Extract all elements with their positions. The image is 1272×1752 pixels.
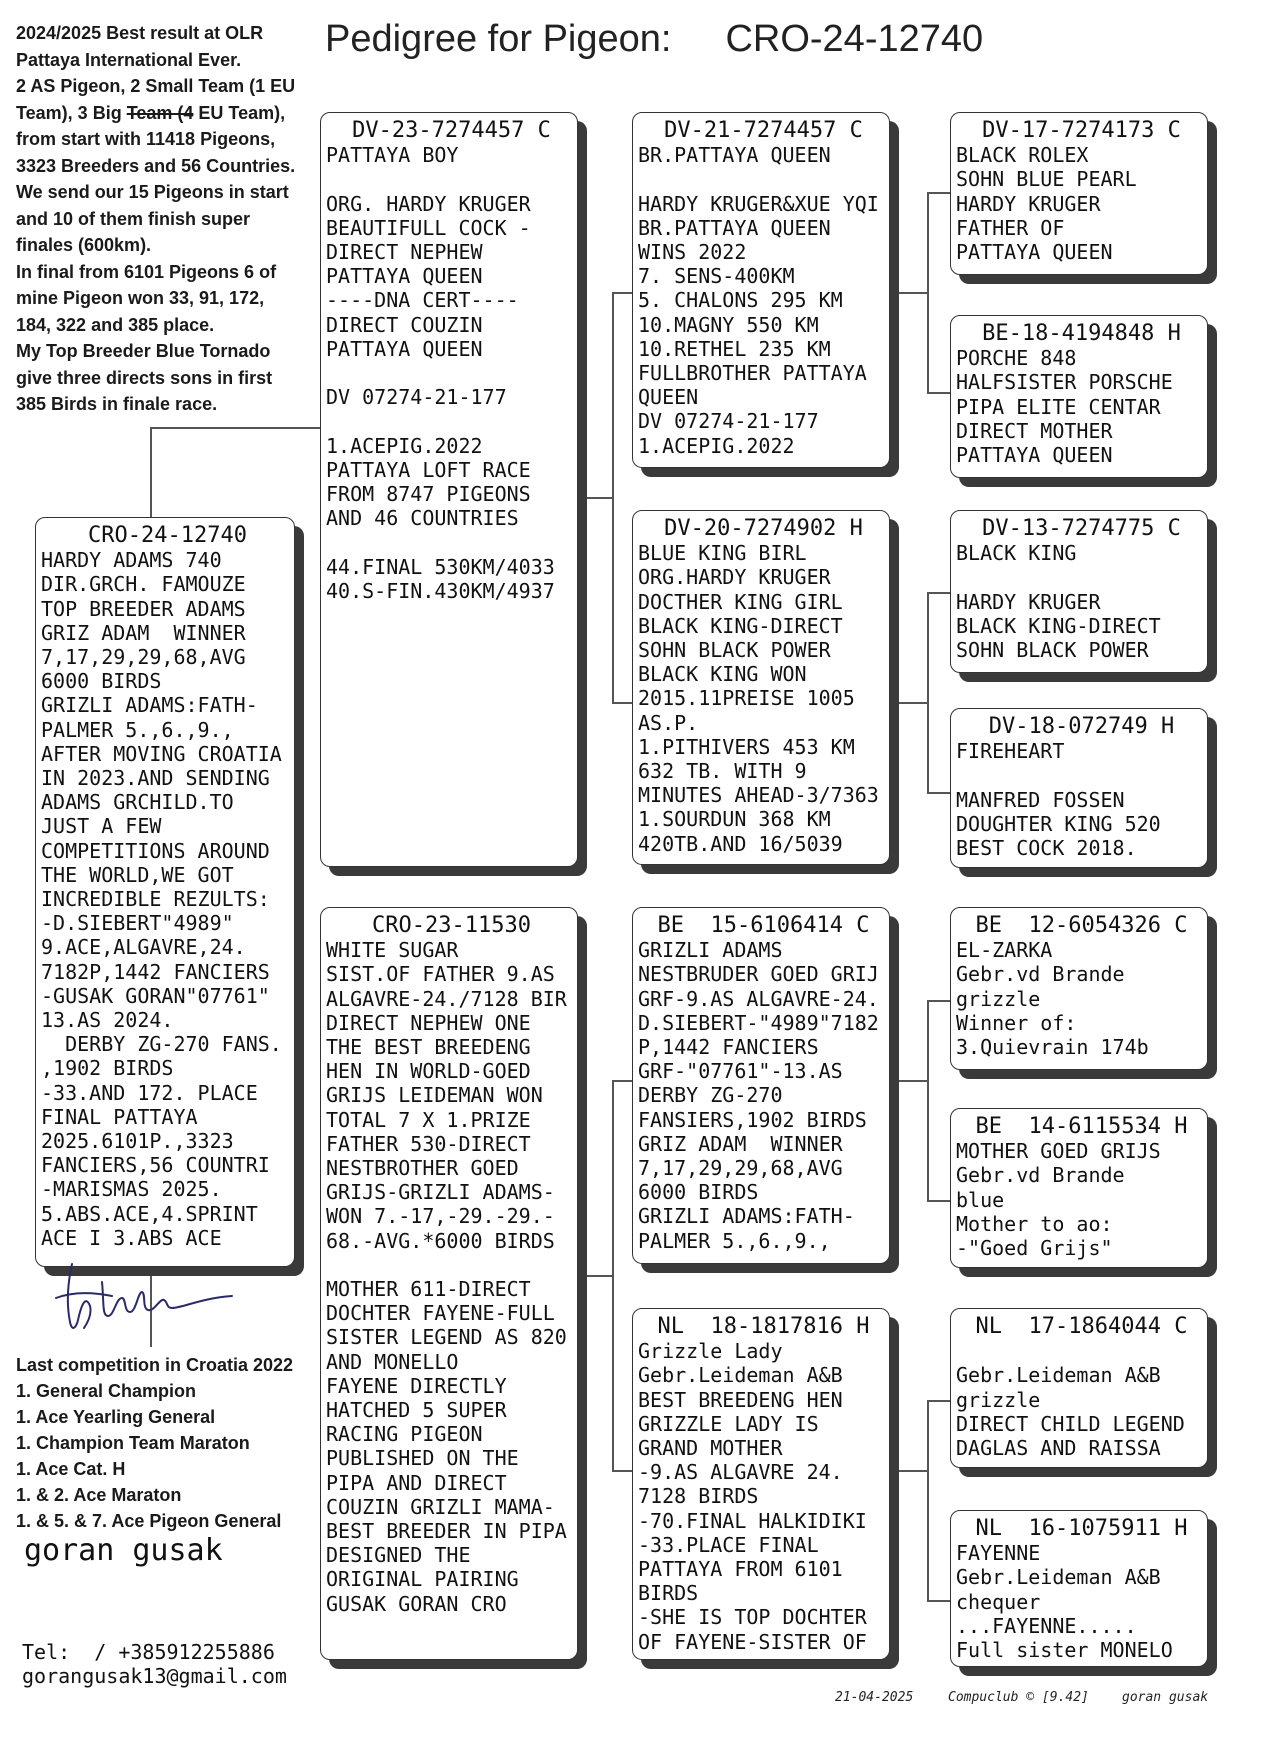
pigeon-info-line: SISTER LEGEND AS 820	[326, 1325, 567, 1350]
pigeon-info-line: QUEEN	[638, 385, 699, 410]
pigeon-info-line: FAYENNE	[956, 1541, 1041, 1566]
competition-line: 1. General Champion	[16, 1381, 197, 1401]
intro-line: In final from 6101 Pigeons 6 of	[16, 261, 277, 282]
pigeon-info-line: NESTBRUDER GOED GRIJ	[638, 962, 879, 987]
pigeon-info-line: -33.PLACE FINAL	[638, 1532, 819, 1557]
pigeon-info-line: THE WORLD,WE GOT	[41, 862, 234, 887]
competition-line: 1. & 5. & 7. Ace Pigeon General	[16, 1511, 282, 1531]
pigeon-info-line: BR.PATTAYA QUEEN	[638, 215, 831, 240]
pigeon-info-line: NESTBROTHER GOED	[326, 1156, 519, 1181]
pigeon-info-line: PUBLISHED ON THE	[326, 1446, 519, 1471]
pigeon-info-line: HARDY KRUGER	[956, 589, 1101, 614]
pigeon-info-line: PATTAYA FROM 6101	[638, 1557, 843, 1582]
connector	[927, 1000, 950, 1002]
pedigree-box-sire-dam-sire	[950, 510, 1208, 673]
pigeon-info-line: RACING PIGEON	[326, 1422, 483, 1447]
connector	[612, 292, 614, 702]
pigeon-info-line: GUSAK GORAN CRO	[326, 1591, 507, 1616]
pigeon-info-line: WHITE SUGAR	[326, 938, 459, 963]
pigeon-info-line: GRF-9.AS ALGAVRE-24.	[638, 986, 879, 1011]
footer-software: Compuclub © [9.42]	[948, 1690, 1089, 1705]
pigeon-info-line: Gebr.vd Brande	[956, 1163, 1125, 1188]
pigeon-info-line: ALGAVRE-24./7128 BIR	[326, 986, 567, 1011]
intro-line: 385 Birds in finale race.	[16, 394, 218, 414]
connector	[612, 1080, 632, 1082]
pigeon-info-line: DIR.GRCH. FAMOUZE	[41, 572, 246, 597]
pigeon-info-line: Gebr.Leideman A&B	[638, 1363, 843, 1388]
pedigree-box-sire-sire-sire	[950, 112, 1208, 275]
pedigree-box-dam	[320, 907, 578, 1660]
pigeon-info-line: MINUTES AHEAD-3/7363	[638, 783, 879, 808]
pigeon-info-line: ,1902 BIRDS	[41, 1056, 174, 1081]
pigeon-info-line: 9.ACE,ALGAVRE,24.	[41, 935, 246, 960]
pigeon-info-line: ...FAYENNE.....	[956, 1613, 1137, 1638]
pigeon-info-line: DIRECT COUZIN	[326, 312, 483, 337]
pedigree-box-dam-dam-dam	[950, 1510, 1208, 1667]
pigeon-info-line: HALFSISTER PORSCHE	[956, 370, 1173, 395]
pigeon-info-line: GRF-"07761"-13.AS	[638, 1059, 843, 1084]
pigeon-info-line: 10.MAGNY 550 KM	[638, 312, 819, 337]
pigeon-info-line: Gebr.Leideman A&B	[956, 1363, 1161, 1388]
pigeon-info-line: GRIZLI ADAMS:FATH-	[638, 1204, 855, 1229]
pigeon-info-line: TOP BREEDER ADAMS	[41, 596, 246, 621]
pigeon-info-line: 10.RETHEL 235 KM	[638, 336, 831, 361]
pigeon-info-line: MOTHER GOED GRIJS	[956, 1139, 1161, 1164]
pigeon-info-line: chequer	[956, 1589, 1041, 1614]
connector	[580, 1275, 612, 1277]
pigeon-info-line: THE BEST BREEDENG	[326, 1035, 531, 1060]
intro-line: from start with 11418 Pigeons,	[16, 129, 276, 149]
pigeon-info-line: GRIJS LEIDEMAN WON	[326, 1083, 543, 1108]
ring-number: DV-17-7274173 C	[982, 118, 1181, 143]
pigeon-info-line: -D.SIEBERT"4989"	[41, 911, 234, 936]
pigeon-info-line: FINAL PATTAYA	[41, 1104, 198, 1129]
pigeon-info-line: 7182P,1442 FANCIERS	[41, 959, 270, 984]
pigeon-info-line: BLACK KING WON	[638, 662, 807, 687]
connector	[927, 1200, 950, 1202]
pigeon-info-line: -9.AS ALGAVRE 24.	[638, 1460, 843, 1485]
pigeon-info-line: PIPA AND DIRECT	[326, 1470, 507, 1495]
pigeon-info-line: BLUE KING BIRL	[638, 541, 807, 566]
ring-number: DV-13-7274775 C	[982, 516, 1181, 541]
pedigree-box-sire-dam-dam	[950, 708, 1208, 868]
connector	[927, 392, 950, 394]
page-title	[325, 18, 983, 61]
connector	[612, 1080, 614, 1470]
pigeon-info-line: DV 07274-21-177	[326, 385, 507, 410]
pigeon-info-line: FULLBROTHER PATTAYA	[638, 361, 867, 386]
competition-line: 1. & 2. Ace Maraton	[16, 1485, 182, 1505]
intro-line: We send our 15 Pigeons in start	[16, 182, 289, 202]
intro-line: Team), 3 Big Team (4 EU Team),	[16, 102, 286, 123]
pigeon-info-line: 44.FINAL 530KM/4033	[326, 554, 555, 579]
pigeon-info-line: PATTAYA QUEEN	[326, 264, 483, 289]
pigeon-info-line: 13.AS 2024.	[41, 1008, 174, 1033]
connector	[927, 1000, 929, 1200]
pigeon-info-line: -SHE IS TOP DOCHTER	[638, 1605, 867, 1630]
pigeon-info-line	[326, 409, 577, 433]
connector	[580, 497, 612, 499]
intro-line: 184, 322 and 385 place.	[16, 314, 215, 335]
intro-line: mine Pigeon won 33, 91, 172,	[16, 288, 265, 308]
pigeon-info-line: 1.PITHIVERS 453 KM	[638, 734, 855, 759]
pigeon-info-line: Gebr.vd Brande	[956, 962, 1125, 987]
pigeon-info-line: DIRECT NEPHEW	[326, 240, 483, 265]
pigeon-info-line	[638, 167, 889, 191]
pedigree-box-sire-sire	[632, 112, 890, 468]
pigeon-info-line: 1.ACEPIG.2022	[326, 433, 483, 458]
pigeon-info-line: blue	[956, 1187, 1005, 1212]
pigeon-info-line: DERBY ZG-270 FANS.	[41, 1032, 282, 1057]
pigeon-info-line: DIRECT NEPHEW ONE	[326, 1010, 531, 1035]
intro-line: Pattaya International Ever.	[16, 49, 242, 70]
ring-number: BE 12-6054326 C	[975, 913, 1188, 938]
footer-name: goran gusak	[1122, 1690, 1209, 1705]
pigeon-info-line: SOHN BLUE PEARL	[956, 167, 1137, 192]
pigeon-info-line: PATTAYA QUEEN	[326, 336, 483, 361]
pigeon-info-line: COMPETITIONS AROUND	[41, 838, 270, 863]
pigeon-info-line: BEST BREEDER IN PIPA	[326, 1519, 567, 1544]
pigeon-info-line: DAGLAS AND RAISSA	[956, 1436, 1161, 1461]
connector	[927, 192, 950, 194]
pigeon-info-line: Gebr.Leideman A&B	[956, 1565, 1161, 1590]
pigeon-info-line: PATTAYA LOFT RACE	[326, 457, 531, 482]
pigeon-info-line: PALMER 5.,6.,9.,	[41, 717, 234, 742]
pigeon-info-line	[326, 1253, 577, 1277]
pigeon-info-line: D.SIEBERT-"4989"7182	[638, 1010, 879, 1035]
intro-text	[16, 20, 306, 418]
connector	[927, 592, 950, 594]
pigeon-info-line: -MARISMAS 2025.	[41, 1177, 222, 1202]
intro-line: 2024/2025 Best result at OLR	[16, 23, 264, 43]
pigeon-info-line: -70.FINAL HALKIDIKI	[638, 1508, 867, 1533]
pigeon-info-line: PATTAYA QUEEN	[956, 443, 1113, 468]
intro-line: and 10 of them finish super	[16, 208, 251, 229]
connector	[612, 1470, 632, 1472]
pedigree-box-dam-dam	[632, 1308, 890, 1660]
pigeon-info-line: AND 46 COUNTRIES	[326, 506, 519, 531]
competition-line: 1. Ace Yearling General	[16, 1407, 216, 1427]
pigeon-info-line: 40.S-FIN.430KM/4937	[326, 578, 555, 603]
competition-results	[16, 1352, 306, 1534]
pigeon-info-line: DOUGHTER KING 520	[956, 811, 1161, 836]
pigeon-info-line: DIRECT CHILD LEGEND	[956, 1411, 1185, 1436]
ring-number: NL 17-1864044 C	[975, 1314, 1188, 1339]
pigeon-info-line: GRIZLI ADAMS:FATH-	[41, 693, 258, 718]
pigeon-info-line: 7. SENS-400KM	[638, 264, 795, 289]
intro-line: My Top Breeder Blue Tornado	[16, 341, 271, 361]
ring-number: BE 14-6115534 H	[975, 1114, 1188, 1139]
pigeon-info-line: 2025.6101P.,3323	[41, 1129, 234, 1154]
pedigree-box-dam-sire	[632, 907, 890, 1264]
ring-number: DV-20-7274902 H	[664, 516, 863, 541]
pigeon-info-line: WINS 2022	[638, 240, 747, 265]
connector	[612, 702, 632, 704]
pigeon-info-line: WON 7.-17,-29.-29.-	[326, 1204, 555, 1229]
pigeon-info-line: GRIZ ADAM WINNER	[41, 620, 246, 645]
pigeon-info-line: BEAUTIFULL COCK -	[326, 215, 531, 240]
ring-number: DV-21-7274457 C	[664, 118, 863, 143]
pigeon-info-line: PATTAYA QUEEN	[956, 240, 1113, 265]
competition-line: 1. Champion Team Maraton	[16, 1433, 250, 1453]
pigeon-info-line: BIRDS	[638, 1581, 699, 1606]
pigeon-info-line: FANSIERS,1902 BIRDS	[638, 1107, 867, 1132]
pigeon-info-line: GRIZZLE LADY IS	[638, 1411, 819, 1436]
pigeon-info-line: BLACK ROLEX	[956, 143, 1089, 168]
pigeon-info-line: BR.PATTAYA QUEEN	[638, 143, 831, 168]
intro-line: give three directs sons in first	[16, 367, 273, 388]
pigeon-info-line: P,1442 FANCIERS	[638, 1035, 819, 1060]
pigeon-info-line: DOCTHER KING GIRL	[638, 589, 843, 614]
pigeon-info-line: SIST.OF FATHER 9.AS	[326, 962, 555, 987]
pigeon-info-line: ACE I 3.ABS ACE	[41, 1225, 222, 1250]
pigeon-info-line: PORCHE 848	[956, 346, 1077, 371]
pigeon-info-line: 420TB.AND 16/5039	[638, 831, 843, 856]
pigeon-info-line: -33.AND 172. PLACE	[41, 1080, 258, 1105]
footer-date: 21-04-2025	[835, 1690, 914, 1705]
ring-number: CRO-24-12740	[88, 523, 247, 548]
connector	[895, 292, 927, 294]
pigeon-info-line: AS.P.	[638, 710, 699, 735]
pigeon-info-line: FANCIERS,56 COUNTRI	[41, 1153, 270, 1178]
connector	[927, 592, 929, 792]
intro-line: 2 AS Pigeon, 2 Small Team (1 EU	[16, 76, 296, 96]
intro-line: finales (600km).	[16, 235, 152, 255]
pigeon-info-line: 7,17,29,29,68,AVG	[638, 1156, 843, 1181]
pigeon-info-line: DIRECT MOTHER	[956, 418, 1113, 443]
pigeon-info-line: PATTAYA BOY	[326, 143, 459, 168]
pigeon-info-line: -"Goed Grijs"	[956, 1236, 1113, 1261]
ring-number: DV-18-072749 H	[988, 714, 1175, 739]
pigeon-info-line: ----DNA CERT----	[326, 288, 519, 313]
pigeon-info-line: ORG. HARDY KRUGER	[326, 191, 531, 216]
pigeon-info-line	[326, 361, 577, 385]
pedigree-box-sire-dam	[632, 510, 890, 865]
pigeon-info-line: SOHN BLACK POWER	[956, 638, 1149, 663]
competition-line: Last competition in Croatia 2022	[16, 1355, 294, 1375]
pigeon-info-line: IN 2023.AND SENDING	[41, 766, 270, 791]
pedigree-box-sire-sire-dam	[950, 315, 1208, 478]
connector	[150, 427, 152, 517]
pigeon-info-line: INCREDIBLE REZULTS:	[41, 887, 270, 912]
pigeon-info-line: -GUSAK GORAN"07761"	[41, 983, 270, 1008]
pigeon-info-line: 1.SOURDUN 368 KM	[638, 807, 831, 832]
ring-number: DV-23-7274457 C	[352, 118, 551, 143]
pigeon-info-line: BLACK KING	[956, 541, 1077, 566]
pigeon-info-line: HARDY KRUGER	[956, 191, 1101, 216]
pigeon-info-line: 3.Quievrain 174b	[956, 1035, 1149, 1060]
pigeon-info-line: HARDY ADAMS 740	[41, 548, 222, 573]
pigeon-info-line: ADAMS GRCHILD.TO	[41, 790, 234, 815]
pigeon-info-line: SOHN BLACK POWER	[638, 638, 831, 663]
title-prefix: Pedigree for Pigeon:	[325, 18, 672, 60]
pigeon-info-line: 632 TB. WITH 9	[638, 759, 807, 784]
pigeon-info-line: BEST BREEDENG HEN	[638, 1387, 843, 1412]
pigeon-info-line: 1.ACEPIG.2022	[638, 433, 795, 458]
pigeon-info-line: DV 07274-21-177	[638, 409, 819, 434]
pigeon-info-line: EL-ZARKA	[956, 938, 1053, 963]
pigeon-info-line: 6000 BIRDS	[41, 669, 162, 694]
handwritten-signature	[42, 1262, 262, 1342]
ring-number: BE-18-4194848 H	[982, 321, 1181, 346]
pigeon-info-line: Winner of:	[956, 1010, 1077, 1035]
pigeon-info-line: MOTHER 611-DIRECT	[326, 1277, 531, 1302]
pigeon-info-line: BLACK KING-DIRECT	[638, 613, 843, 638]
pedigree-box-dam-sire-dam	[950, 1108, 1208, 1268]
pigeon-info-line: ORG.HARDY KRUGER	[638, 565, 831, 590]
pigeon-info-line: OF FAYENE-SISTER OF	[638, 1629, 867, 1654]
pigeon-info-line: 68.-AVG.*6000 BIRDS	[326, 1228, 555, 1253]
pigeon-info-line: Mother to ao:	[956, 1211, 1113, 1236]
competition-line: 1. Ace Cat. H	[16, 1459, 126, 1479]
pigeon-info-line	[956, 1339, 1207, 1363]
pigeon-info-line: TOTAL 7 X 1.PRIZE	[326, 1107, 531, 1132]
pigeon-info-line: Full sister MONELO	[956, 1638, 1173, 1663]
connector	[927, 792, 950, 794]
pigeon-info-line: 7128 BIRDS	[638, 1484, 759, 1509]
pedigree-box-dam-sire-sire	[950, 907, 1208, 1070]
connector	[927, 1400, 929, 1600]
connector	[927, 1400, 950, 1402]
pigeon-info-line: FIREHEART	[956, 739, 1065, 764]
pigeon-info-line: HARDY KRUGER&XUE YQI	[638, 191, 879, 216]
contact-phone: Tel: / +385912255886	[22, 1640, 275, 1664]
pigeon-info-line	[326, 167, 577, 191]
pedigree-box-sire	[320, 112, 578, 867]
pigeon-info-line: PALMER 5.,6.,9.,	[638, 1228, 831, 1253]
pigeon-info-line: HATCHED 5 SUPER	[326, 1398, 507, 1423]
connector	[895, 702, 927, 704]
pigeon-info-line: 5.ABS.ACE,4.SPRINT	[41, 1201, 258, 1226]
pigeon-info-line: grizzle	[956, 1387, 1041, 1412]
connector	[927, 1600, 950, 1602]
pigeon-info-line: DESIGNED THE	[326, 1543, 471, 1568]
pigeon-info-line: 7,17,29,29,68,AVG	[41, 645, 246, 670]
pedigree-box-dam-dam-sire	[950, 1308, 1208, 1468]
ring-number: BE 15-6106414 C	[657, 913, 870, 938]
pigeon-info-line: FAYENE DIRECTLY	[326, 1373, 507, 1398]
pigeon-info-line	[956, 763, 1207, 787]
pigeon-info-line: Grizzle Lady	[638, 1339, 783, 1364]
pigeon-info-line: DERBY ZG-270	[638, 1083, 783, 1108]
pigeon-info-line: GRAND MOTHER	[638, 1436, 783, 1461]
breeder-name: goran gusak	[24, 1533, 223, 1568]
pigeon-info-line: FROM 8747 PIGEONS	[326, 482, 531, 507]
pigeon-info-line: COUZIN GRIZLI MAMA-	[326, 1494, 555, 1519]
pigeon-info-line: AFTER MOVING CROATIA	[41, 741, 282, 766]
pigeon-info-line: 5. CHALONS 295 KM	[638, 288, 843, 313]
pigeon-info-line: grizzle	[956, 986, 1041, 1011]
pigeon-info-line: 6000 BIRDS	[638, 1180, 759, 1205]
pedigree-box-subject	[35, 517, 295, 1267]
ring-number: NL 16-1075911 H	[975, 1516, 1188, 1541]
connector	[150, 427, 320, 429]
pigeon-info-line: HEN IN WORLD-GOED	[326, 1059, 531, 1084]
connector	[895, 1080, 927, 1082]
connector	[895, 1470, 927, 1472]
pigeon-info-line: GRIZ ADAM WINNER	[638, 1131, 843, 1156]
pigeon-info-line: GRIJS-GRIZLI ADAMS-	[326, 1180, 555, 1205]
pigeon-info-line: DOCHTER FAYENE-FULL	[326, 1301, 555, 1326]
title-ring-number: CRO-24-12740	[725, 18, 984, 60]
intro-line: 3323 Breeders and 56 Countries.	[16, 155, 296, 176]
connector	[612, 292, 632, 294]
pigeon-info-line: 2015.11PREISE 1005	[638, 686, 855, 711]
pigeon-info-line: PIPA ELITE CENTAR	[956, 394, 1161, 419]
connector	[927, 192, 929, 392]
pigeon-info-line	[956, 565, 1207, 589]
contact-email: gorangusak13@gmail.com	[22, 1664, 287, 1688]
pigeon-info-line: BLACK KING-DIRECT	[956, 613, 1161, 638]
pigeon-info-line	[326, 530, 577, 554]
pigeon-info-line: FATHER OF	[956, 215, 1065, 240]
pigeon-info-line: BEST COCK 2018.	[956, 836, 1137, 861]
pigeon-info-line: ORIGINAL PAIRING	[326, 1567, 519, 1592]
pigeon-info-line: AND MONELLO	[326, 1349, 459, 1374]
pigeon-info-line: GRIZLI ADAMS	[638, 938, 783, 963]
pigeon-info-line: MANFRED FOSSEN	[956, 787, 1125, 812]
ring-number: NL 18-1817816 H	[657, 1314, 870, 1339]
ring-number: CRO-23-11530	[372, 913, 531, 938]
pigeon-info-line: FATHER 530-DIRECT	[326, 1131, 531, 1156]
contact-info	[22, 1640, 287, 1688]
pigeon-info-line: JUST A FEW	[41, 814, 162, 839]
